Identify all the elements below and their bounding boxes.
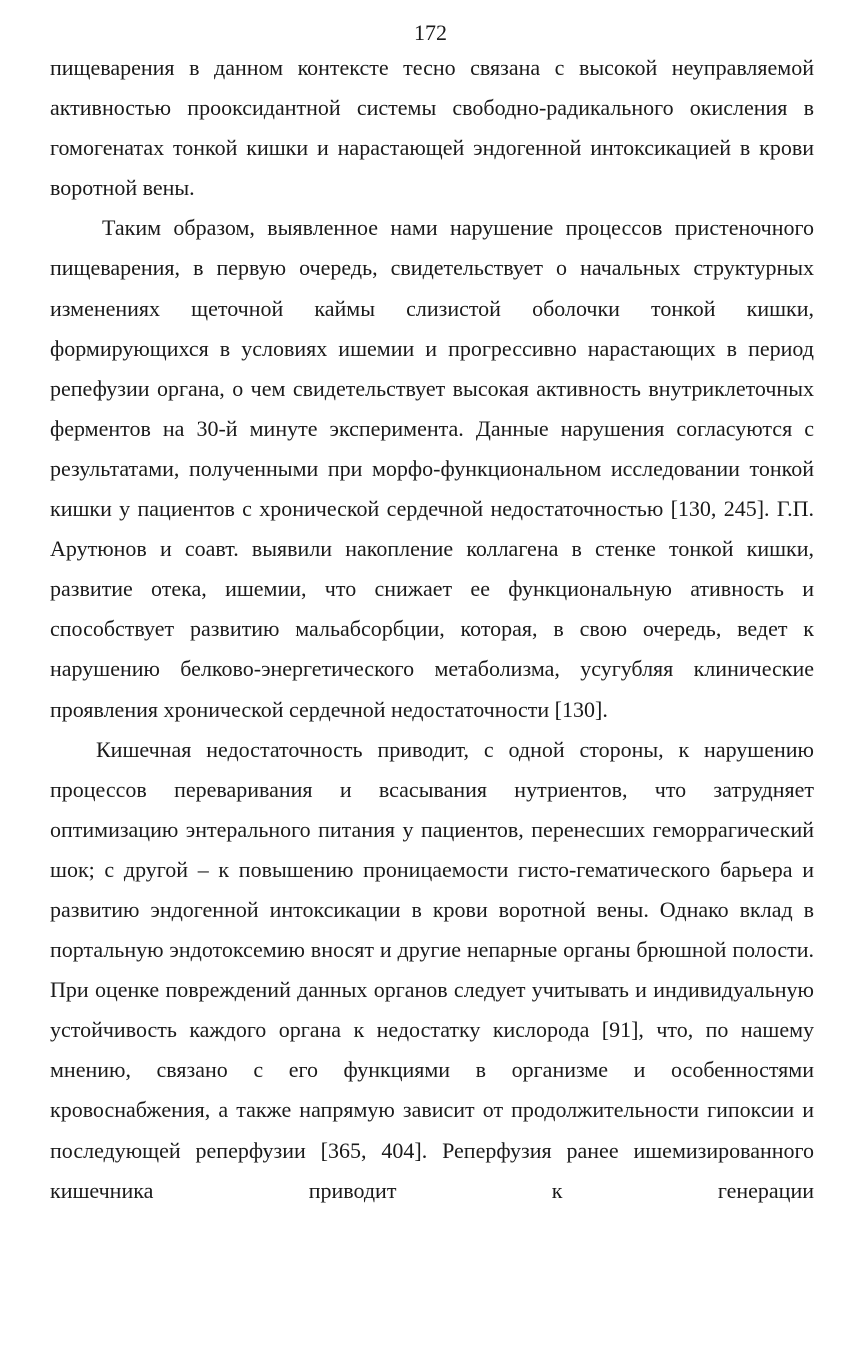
document-body	[50, 48, 814, 1211]
paragraph-intestinal-insufficiency: Кишечная недостаточность приводит, с одной стороны, к нарушению процессов переваривания и всасывания нутриентов, что затрудняет оптимизацию энтерального питания у пациентов, перенесших геморрагический шок; с другой – к повышению проницаемости гисто-гематического барьера и развитию эндогенной интоксикации в крови воротной вены. Однако вклад в портальную эндотоксемию вносят и другие непарные органы брюшной полости. При оценке повреждений данных органов следует учитывать и индивидуальную устойчивость каждого органа к недостатку кислорода [91], что, по нашему мнению, связано с его функциями в организме и особенностями кровоснабжения, а также напрямую зависит от продолжительности гипоксии и последующей реперфузии [365, 404]. Реперфузия ранее ишемизированного кишечника приводит к генерации	[50, 736, 814, 1203]
page-number: 172	[414, 20, 447, 45]
paragraph-conclusion: Таким образом, выявленное нами нарушение процессов пристеночного пищеварения, в первую очередь, свидетельствует о начальных структурных изменениях щеточной каймы слизистой оболочки тонкой кишки, формирующихся в условиях ишемии и прогрессивно нарастающих в период репефузии органа, о чем свидетельствует высокая активность внутриклеточных ферментов на 30-й минуте эксперимента. Данные нарушения согласуются с результатами, полученными при морфо-функциональном исследовании тонкой кишки у пациентов с хронической сердечной недостаточностью [130, 245]. Г.П. Арутюнов и соавт. выявили накопление коллагена в стенке тонкой кишки, развитие отека, ишемии, что снижает ее функциональную ативность и способствует развитию мальабсорбции, которая, в свою очередь, ведет к нарушению белково-энергетического метаболизма, усугубляя клинические проявления хронической сердечной недостаточности [130].	[50, 215, 814, 722]
paragraph-continuation: пищеварения в данном контексте тесно связана с высокой неуправляемой активностью прооксидантной системы свободно-радикального окисления в гомогенатах тонкой кишки и нарастающей эндогенной интоксикацией в крови воротной вены.	[50, 55, 814, 201]
